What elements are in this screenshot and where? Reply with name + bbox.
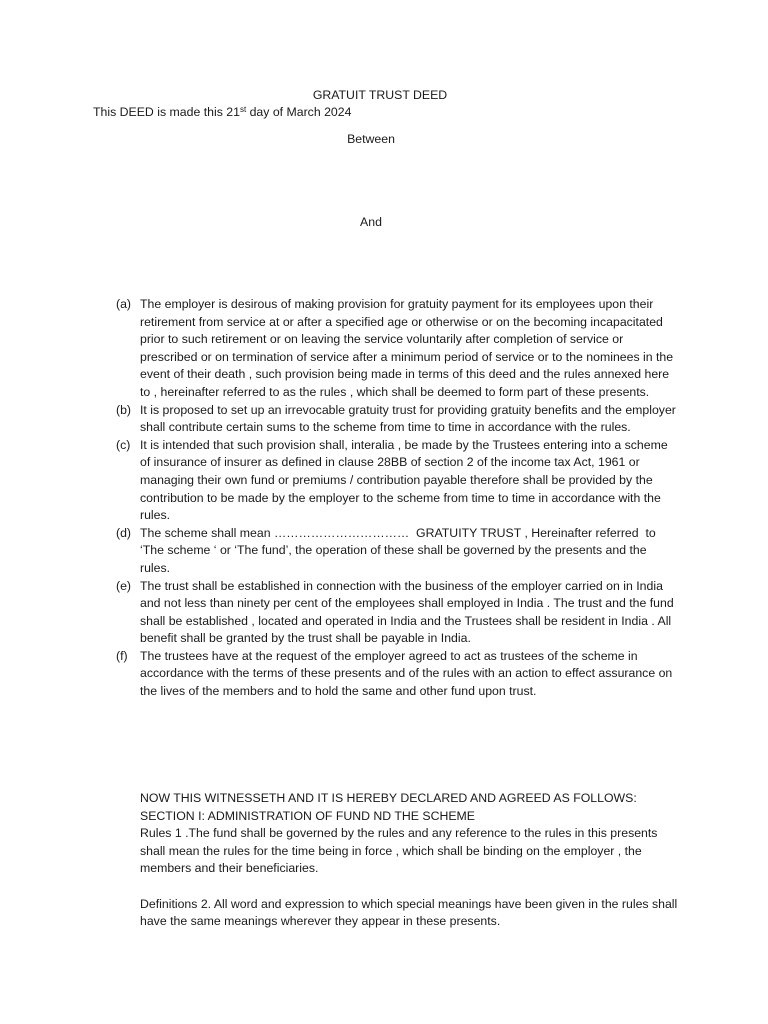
and-label: And <box>360 215 382 229</box>
deed-date-line <box>93 104 351 122</box>
deed-date-prefix: This DEED is made this 21 <box>93 105 240 119</box>
deed-date-suffix: day of March 2024 <box>246 105 352 119</box>
operative-section <box>140 790 680 931</box>
clause-text: The scheme shall mean …………………………… GRATUITY TRUST , Hereinafter referred to ‘The scheme ‘ or ‘The fund’, the operation of these shall be governed by the presents and the rules. <box>140 525 660 575</box>
clause-b <box>116 402 676 437</box>
clause-label: (c) <box>116 437 131 452</box>
witnesseth-heading: NOW THIS WITNESSETH AND IT IS HEREBY DECLARED AND AGREED AS FOLLOWS: <box>140 791 637 805</box>
paragraph-spacer <box>140 878 680 896</box>
clause-e <box>116 578 676 648</box>
clause-text: The employer is desirous of making provision for gratuity payment for its employees upon their retirement from service at or after a specified age or otherwise or on the becoming incapacitated prior to such retirement or on leaving the service voluntarily after completion of service or prescribed or on termination of service after a minimum period of service or to the nominees in the event of their death , such provision being made in terms of this deed and the rules annexed here to , hereinafter referred to as the rules , which shall be deemed to form part of these presents. <box>140 297 674 399</box>
recital-clauses <box>116 296 676 701</box>
between-label: Between <box>347 132 395 146</box>
clause-text: It is proposed to set up an irrevocable gratuity trust for providing gratuity benefits and the employer shall contribute certain sums to the scheme from time to time in accordance with the rules. <box>140 402 676 435</box>
clause-label: (b) <box>116 402 132 417</box>
clause-d <box>116 525 676 578</box>
clause-f <box>116 648 676 701</box>
clause-text: The trustees have at the request of the employer agreed to act as trustees of the scheme in accordance with the terms of these presents and of the rules with an action to effect assurance on the lives of the members and to hold the same and other fund upon trust. <box>140 648 673 699</box>
clause-text: The trust shall be established in connection with the business of the employer carried on in India and not less than ninety per cent of the employees shall employed in India . The trust and the fund shall be established , located and operated in India and the Trustees shall be resident in India . All benefit shall be granted by the trust shall be payable in India. <box>140 578 674 646</box>
clause-label: (f) <box>116 648 128 663</box>
rules-paragraph: Rules 1 .The fund shall be governed by the rules and any reference to the rules in this presents shall mean the rules for the time being in force , which shall be binding on the employer , the members and their beneficiaries. <box>140 826 658 876</box>
clause-label: (e) <box>116 578 132 593</box>
definitions-paragraph: Definitions 2. All word and expression to which special meanings have been given in the rules shall have the same meanings wherever they appear in these presents. <box>140 896 678 929</box>
clause-label: (a) <box>116 297 132 311</box>
clause-text: It is intended that such provision shall, interalia , be made by the Trustees entering into a scheme of insurance of insurer as defined in clause 28BB of section 2 of the income tax Act, 1961 or managing their own fund or premiums / contribution payable therefore shall be provided by the contribution to be made by the employer to the scheme from time to time in accordance with the rules. <box>140 437 668 523</box>
clause-c <box>116 437 676 525</box>
document-title: GRATUIT TRUST DEED <box>312 88 448 102</box>
clause-a <box>116 296 676 402</box>
deed-date-ordinal: st <box>239 105 247 114</box>
clause-label: (d) <box>116 525 132 540</box>
section-heading: SECTION I: ADMINISTRATION OF FUND ND THE SCHEME <box>140 808 475 823</box>
